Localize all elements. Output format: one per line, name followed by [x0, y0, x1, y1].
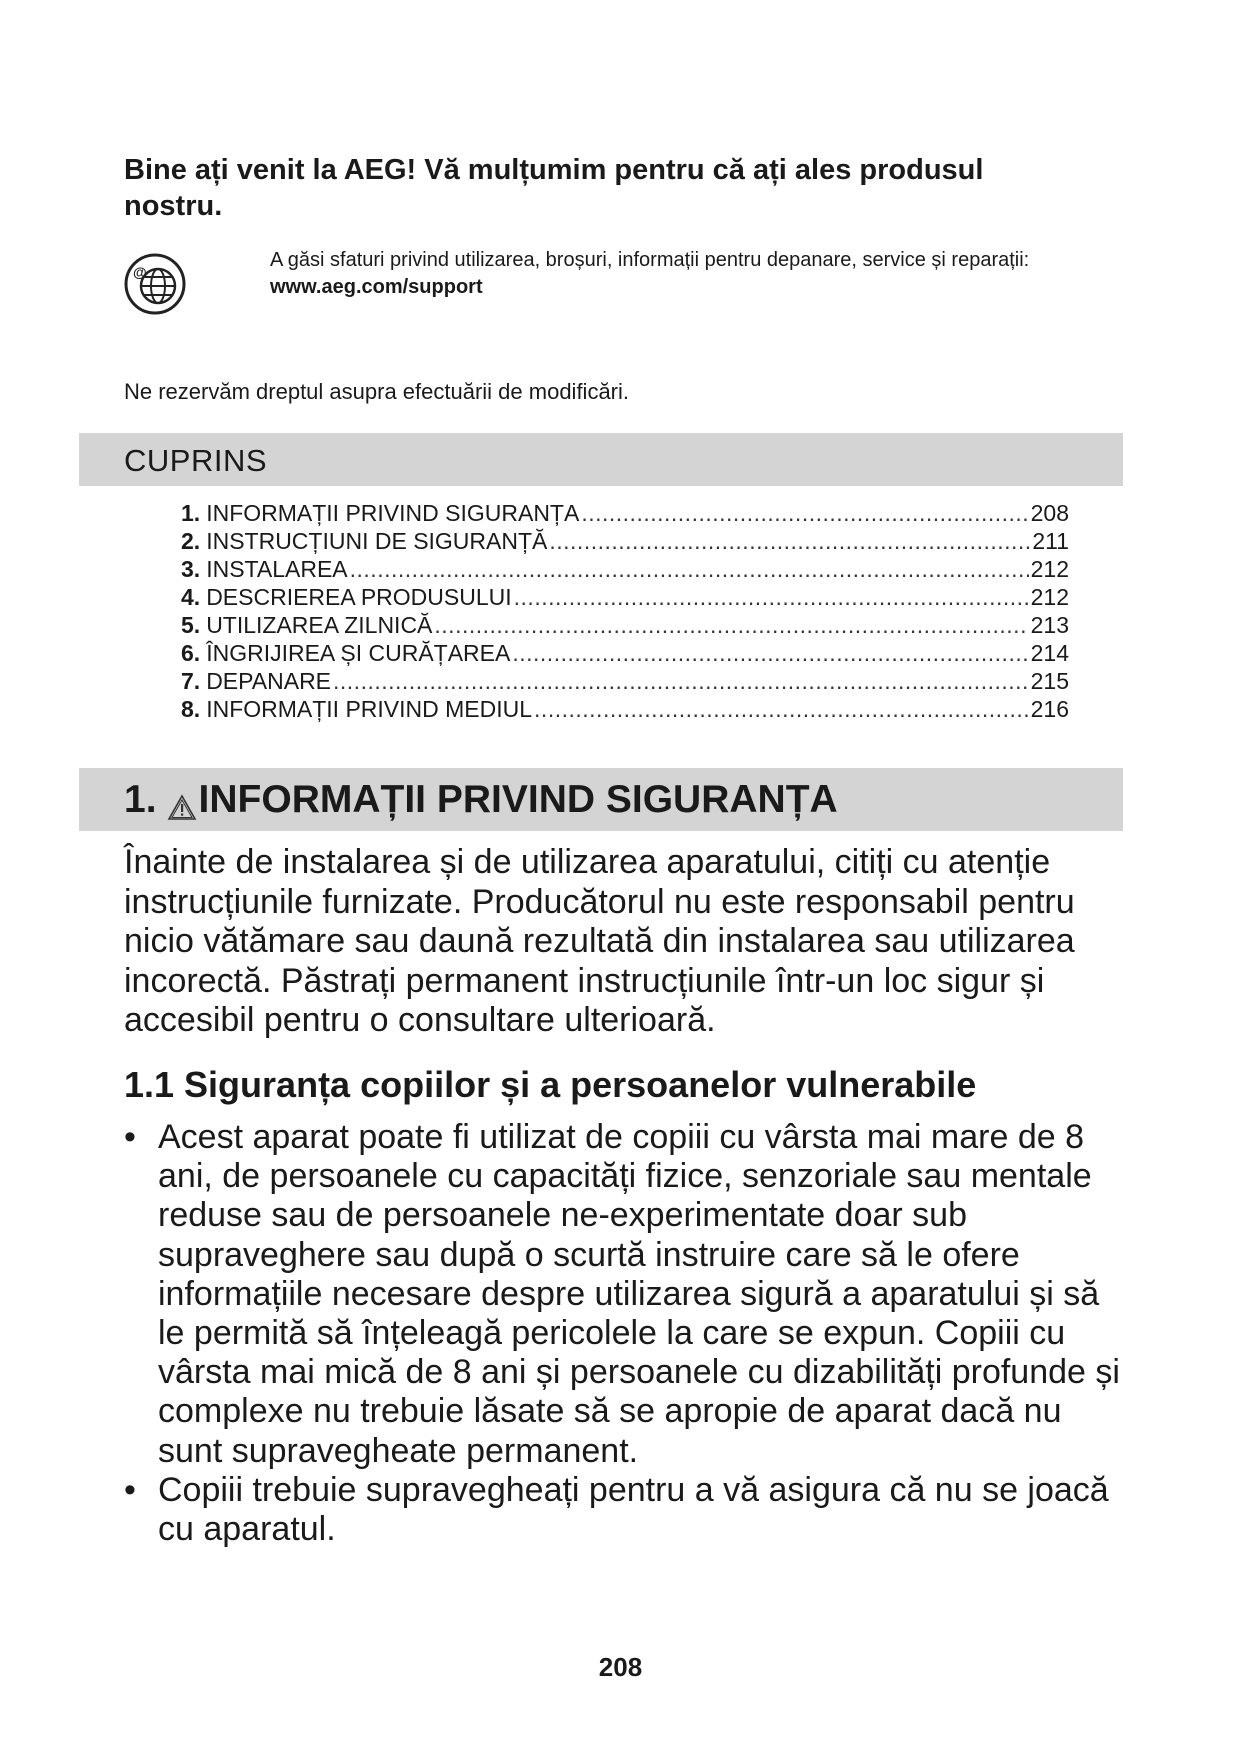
toc-item[interactable]: [181, 611, 1069, 639]
toc-item-number: 8.: [181, 696, 201, 722]
toc-item[interactable]: [181, 583, 1069, 611]
list-item-text: Acest aparat poate fi utilizat de copiii cu vârsta mai mare de 8 ani, de persoanele cu capacități fizice, senzoriale sau mentale reduse sau de persoanele ne-experimentate doar sub supraveghere sau după o scurtă instruire care să le ofere informațiile necesare despre utilizarea sigură a aparatului și să le permită să înțeleagă pericolele la care se expun. Copiii cu vârsta mai mică de 8 ani și persoanele cu dizabilități profunde și complexe nu trebuie lăsate să se apropie de aparat dacă nu sunt supravegheate permanent.: [158, 1118, 1120, 1470]
section-header: [79, 768, 1123, 831]
page-number: 208: [598, 1652, 643, 1682]
intro-paragraph: Înainte de instalarea și de utilizarea aparatului, citiți cu atenție instrucțiunile furnizate. Producătorul nu este responsabil pentru nicio vătămare sau daună rezultată din instalarea sau utilizarea incorectă. Păstrați permanent instrucțiunile într-un loc sigur și accesibil pentru o consultare ulterioară.: [124, 843, 1075, 1039]
welcome-heading: Bine ați venit la AEG! Vă mulțumim pentru că ați ales produsul nostru.: [124, 154, 984, 222]
toc-item-number: 2.: [181, 528, 201, 554]
toc-item-page: 212: [1030, 556, 1069, 582]
toc-leader-dots: [581, 499, 1028, 527]
toc-item-page: 213: [1030, 612, 1069, 638]
toc-item-number: 4.: [181, 584, 201, 610]
toc-item-label: INSTALAREA: [206, 556, 348, 582]
toc-item[interactable]: [181, 639, 1069, 667]
support-text: A găsi sfaturi privind utilizarea, broșuri, informații pentru depanare, service și reparații:: [270, 249, 1030, 271]
svg-text:@: @: [133, 264, 147, 280]
toc-item-number: 6.: [181, 640, 201, 666]
toc-title: CUPRINS: [124, 443, 268, 478]
bullet-list: [124, 1118, 1134, 1549]
toc-item-label: UTILIZAREA ZILNICĂ: [206, 612, 433, 638]
section-number: 1.: [124, 778, 157, 821]
toc-item[interactable]: [181, 667, 1069, 695]
support-link[interactable]: www.aeg.com/support: [270, 276, 483, 298]
list-item: [124, 1118, 1134, 1471]
toc-header: [79, 433, 1123, 486]
toc-item-page: 214: [1030, 640, 1069, 666]
list-item: [124, 1471, 1134, 1549]
toc-leader-dots: [514, 583, 1029, 611]
reserve-note: Ne rezervăm dreptul asupra efectuării de modificări.: [124, 379, 630, 404]
toc-item-label: INFORMAȚII PRIVIND SIGURANȚA: [206, 500, 580, 526]
warning-triangle-icon: [167, 787, 197, 814]
toc-item-label: DEPANARE: [206, 668, 332, 694]
section-title-text: INFORMAȚII PRIVIND SIGURANȚA: [198, 778, 838, 821]
toc-item-number: 5.: [181, 612, 201, 638]
globe-at-icon: [123, 252, 187, 316]
list-item-text: Copiii trebuie supravegheați pentru a vă asigura că nu se joacă cu aparatul.: [158, 1470, 1109, 1549]
toc-item-label: DESCRIEREA PRODUSULUI: [206, 584, 512, 610]
toc-item-page: 212: [1030, 584, 1069, 610]
bullet-dot: •: [124, 1118, 136, 1156]
section-title: [124, 778, 838, 822]
toc-item-page: 211: [1032, 528, 1069, 554]
bullet-dot: •: [124, 1470, 136, 1509]
toc-item-label: INFORMAȚII PRIVIND MEDIUL: [206, 696, 533, 722]
subsection-title: 1.1 Siguranța copiilor și a persoanelor vulnerabile: [124, 1064, 977, 1105]
toc-item-page: 216: [1030, 696, 1069, 722]
toc-item[interactable]: [181, 499, 1069, 527]
toc-leader-dots: [512, 639, 1028, 667]
toc-item[interactable]: [181, 695, 1069, 723]
toc-item-label: INSTRUCȚIUNI DE SIGURANȚĂ: [206, 528, 548, 554]
toc-item-page: 208: [1030, 500, 1069, 526]
toc-item-label: ÎNGRIJIREA ȘI CURĂȚAREA: [206, 640, 511, 666]
toc-leader-dots: [333, 667, 1029, 695]
toc-leader-dots: [350, 555, 1029, 583]
toc-leader-dots: [534, 695, 1029, 723]
toc-leader-dots: [549, 527, 1030, 555]
toc-item-page: 215: [1030, 668, 1069, 694]
table-of-contents: [181, 499, 1069, 723]
toc-item[interactable]: [181, 527, 1069, 555]
toc-item-number: 1.: [181, 500, 201, 526]
toc-leader-dots: [434, 611, 1028, 639]
toc-item-number: 7.: [181, 668, 201, 694]
support-info: [270, 247, 1070, 301]
toc-item[interactable]: [181, 555, 1069, 583]
toc-item-number: 3.: [181, 556, 201, 582]
